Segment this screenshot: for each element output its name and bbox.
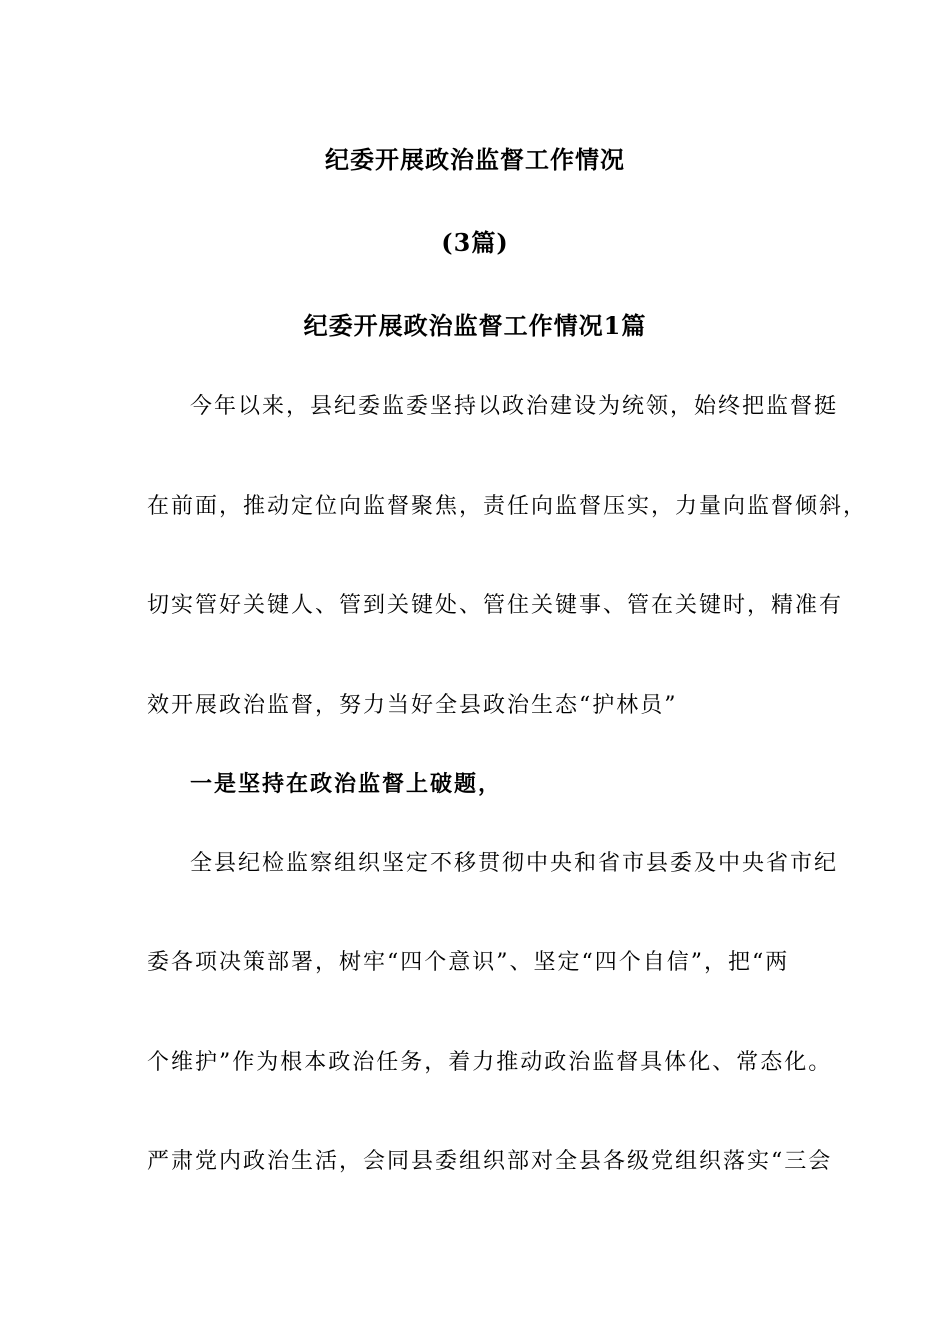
paragraph-2-line: 严肃党内政治生活，会同县委组织部对全县各级党组织落实“三会 — [147, 1149, 833, 1174]
paragraph-1-line: 在前面，推动定位向监督聚焦，责任向监督压实，力量向监督倾斜， — [147, 494, 868, 519]
document-subtitle: (3篇) — [441, 228, 509, 257]
paragraph-2-line: 委各项决策部署，树牢“四个意识”、坚定“四个自信”，把“两 — [147, 950, 790, 975]
heading-one: 一是坚持在政治监督上破题， — [190, 771, 503, 797]
section-title: 纪委开展政治监督工作情况1篇 — [303, 311, 647, 340]
document-title: 纪委开展政治监督工作情况 — [325, 145, 625, 174]
paragraph-2-line: 全县纪检监察组织坚定不移贯彻中央和省市县委及中央省市纪 — [190, 851, 839, 876]
paragraph-1-line: 切实管好关键人、管到关键处、管住关键事、管在关键时，精准有 — [147, 593, 844, 618]
paragraph-2-line: 个维护”作为根本政治任务，着力推动政治监督具体化、常态化。 — [147, 1050, 833, 1075]
paragraph-1-line: 今年以来，县纪委监委坚持以政治建设为统领，始终把监督挺 — [190, 394, 839, 419]
paragraph-1-line: 效开展政治监督，努力当好全县政治生态“护林员” — [147, 693, 678, 718]
